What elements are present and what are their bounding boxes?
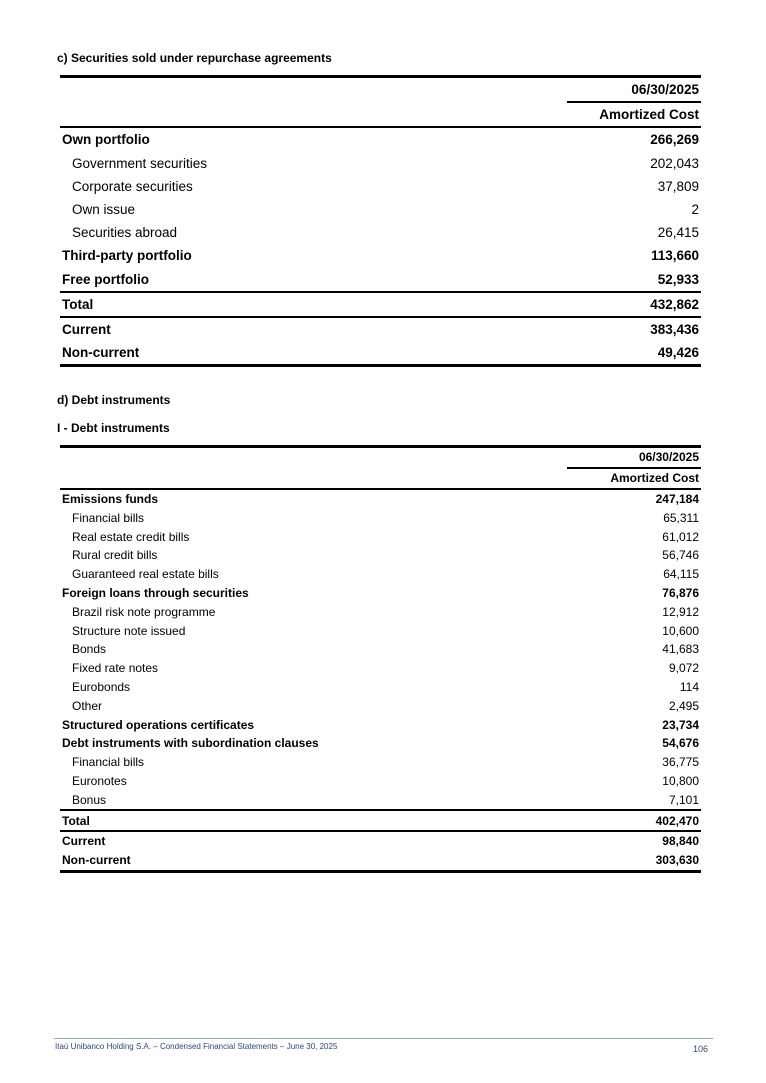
table-row: Financial bills 65,311 [72, 510, 699, 525]
column-header: Amortized Cost [567, 468, 701, 489]
table-row: Foreign loans through securities 76,876 [62, 585, 699, 600]
table-row: Own portfolio 266,269 [62, 132, 699, 148]
table-row: Government securities 202,043 [72, 155, 699, 171]
non-current-row: Non-current 49,426 [60, 341, 701, 366]
table-row: Free portfolio 52,933 [62, 271, 699, 287]
date-header: 06/30/2025 [567, 78, 701, 102]
table-row: Emissions funds 247,184 [62, 491, 699, 506]
current-row: Current 383,436 [60, 317, 701, 341]
table-row: Bonus 7,101 [72, 792, 699, 807]
table-row: Own issue 2 [72, 202, 699, 218]
table-row: Guaranteed real estate bills 64,115 [72, 567, 699, 582]
date-header: 06/30/2025 [567, 448, 701, 468]
table-row: Euronotes 10,800 [72, 773, 699, 788]
debt-instruments-table [60, 445, 701, 873]
table-row: Fixed rate notes 9,072 [72, 661, 699, 676]
table-row: Financial bills 36,775 [72, 755, 699, 770]
section-d-subtitle: I - Debt instruments [57, 421, 170, 435]
current-row: Current 98,840 [60, 831, 701, 851]
table-row: Bonds 41,683 [72, 642, 699, 657]
column-header: Amortized Cost [567, 102, 701, 127]
table-row: Securities abroad 26,415 [72, 225, 699, 241]
table-row: Other 2,495 [72, 698, 699, 713]
table-row: Eurobonds 114 [72, 679, 699, 694]
table-row: Rural credit bills 56,746 [72, 548, 699, 563]
non-current-row: Non-current 303,630 [60, 851, 701, 871]
page-number: 106 [692, 1044, 708, 1054]
table-row: Structured operations certificates 23,734 [62, 717, 699, 732]
table-row: Corporate securities 37,809 [72, 178, 699, 194]
total-row: Total 402,470 [60, 810, 701, 831]
repurchase-agreements-table [60, 75, 701, 367]
footer-divider [54, 1038, 713, 1039]
table-row: Brazil risk note programme 12,912 [72, 604, 699, 619]
section-c-title: c) Securities sold under repurchase agreements [57, 51, 332, 65]
table-row: Structure note issued 10,600 [72, 623, 699, 638]
table-row: Debt instruments with subordination clauses 54,676 [62, 736, 699, 751]
footer-text: Itaú Unibanco Holding S.A. – Condensed Financial Statements – June 30, 2025 [55, 1042, 338, 1051]
section-d-title: d) Debt instruments [57, 393, 171, 407]
table-row: Real estate credit bills 61,012 [72, 529, 699, 544]
table-row: Third-party portfolio 113,660 [62, 248, 699, 264]
total-row: Total 432,862 [60, 292, 701, 317]
